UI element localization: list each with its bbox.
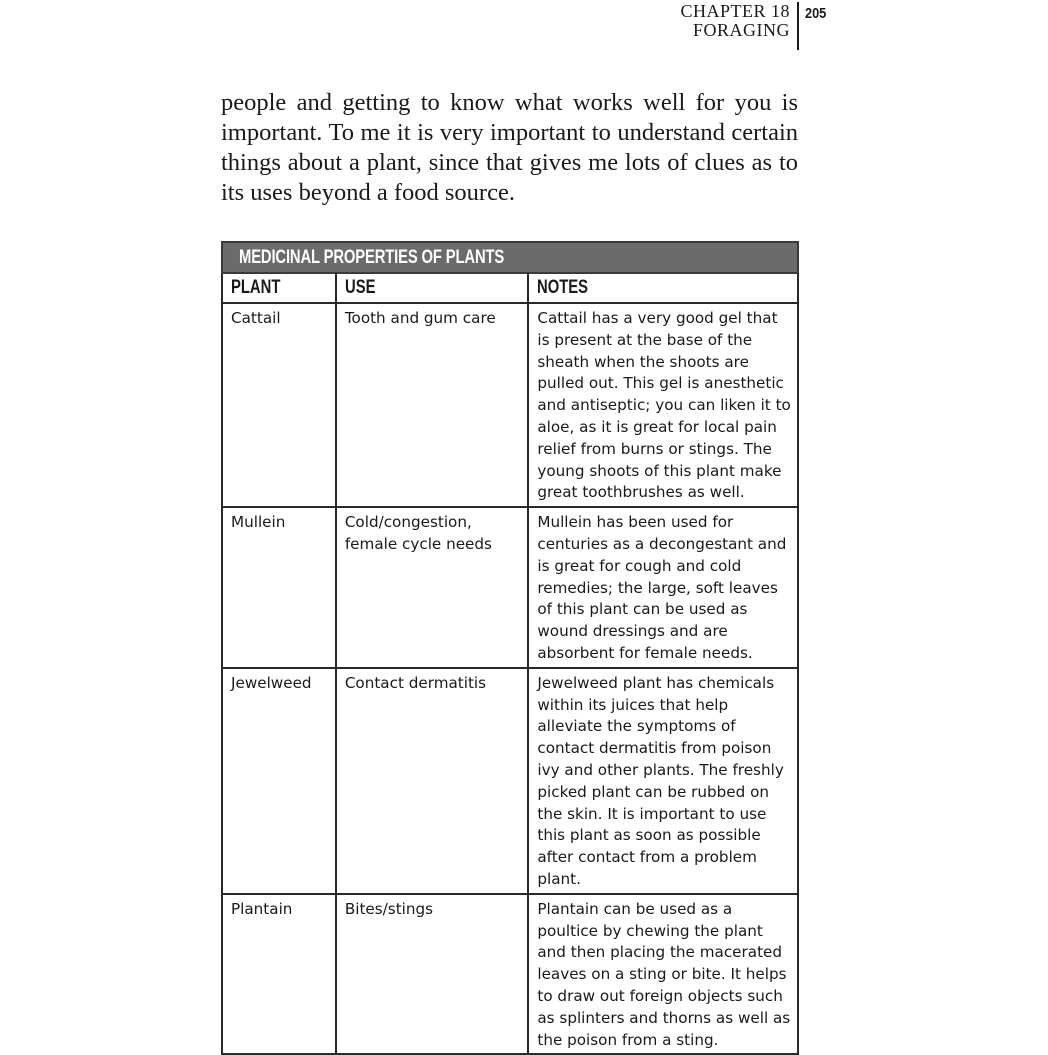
medicinal-plants-table [221,241,799,1055]
notes-cell: Mullein has been used for centuries as a decongestant and is great for cough and cold remedies; the large, soft leaves of this plant can be used as wound dressings and are absorbent for female needs. [528,507,798,668]
chapter-number: CHAPTER 18 [680,1,790,21]
column-header-plant: PLANT [222,273,336,303]
plant-cell: Plantain [222,894,336,1055]
use-cell: Tooth and gum care [336,303,529,507]
use-cell: Contact dermatitis [336,668,529,894]
table-row [222,668,798,894]
table-row [222,894,798,1055]
notes-cell: Cattail has a very good gel that is present at the base of the sheath when the shoots are pulled out. This gel is anesthetic and antiseptic; you can liken it to aloe, as it is great for local pain relief from burns or stings. The young shoots of this plant make great toothbrushes as well. [528,303,798,507]
table-title: MEDICINAL PROPERTIES OF PLANTS [222,242,798,273]
use-cell: Bites/stings [336,894,529,1055]
column-header-use: USE [336,273,529,303]
table-row [222,507,798,668]
notes-cell: Jewelweed plant has chemicals within its juices that help alleviate the symptoms of contact dermatitis from poison ivy and other plants. The freshly picked plant can be rubbed on the skin. It is important to use this plant as soon as possible after contact from a problem plant. [528,668,798,894]
body-paragraph: people and getting to know what works well for you is important. To me it is very important to understand certain things about a plant, since that gives me lots of clues as to its uses beyond a food source. [221,89,798,206]
plant-cell: Mullein [222,507,336,668]
page-number: 205 [805,5,827,22]
table-row [222,303,798,507]
plant-cell: Cattail [222,303,336,507]
column-header-notes: NOTES [528,273,798,303]
chapter-heading [570,2,790,40]
running-header [0,2,1048,52]
header-divider [797,2,799,50]
use-cell: Cold/congestion, female cycle needs [336,507,529,668]
plant-cell: Jewelweed [222,668,336,894]
notes-cell: Plantain can be used as a poultice by chewing the plant and then placing the macerated leaves on a sting or bite. It helps to draw out foreign objects such as splinters and thorns as well as the poison from a sting. [528,894,798,1055]
chapter-title: FORAGING [692,20,790,40]
